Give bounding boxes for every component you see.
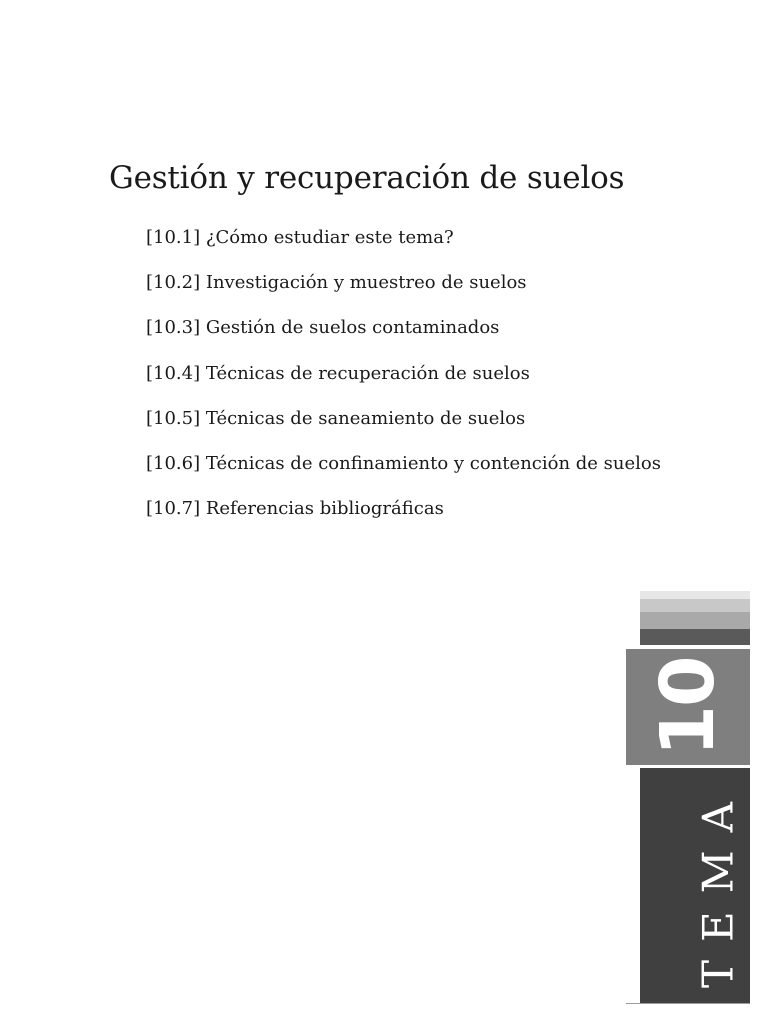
chapter-number-block bbox=[626, 649, 750, 765]
table-of-contents bbox=[146, 224, 661, 540]
chapter-number: 10 bbox=[645, 657, 731, 757]
page-title: Gestión y recuperación de suelos bbox=[109, 160, 625, 196]
chapter-label: TEMA bbox=[693, 783, 743, 989]
decorative-stripe-dark bbox=[640, 629, 750, 645]
chapter-label-block bbox=[640, 768, 750, 1004]
side-tab-baseline bbox=[626, 1003, 750, 1004]
toc-item-10-4: [10.4] Técnicas de recuperación de suelos bbox=[146, 362, 530, 384]
toc-item-10-1: [10.1] ¿Cómo estudiar este tema? bbox=[146, 227, 454, 248]
toc-item-10-2: [10.2] Investigación y muestreo de suelos bbox=[146, 272, 527, 294]
decorative-stripe-light bbox=[640, 599, 750, 612]
toc-item-10-3: [10.3] Gestión de suelos contaminados bbox=[146, 317, 500, 339]
toc-item-10-6: [10.6] Técnicas de confinamiento y contención de suelos bbox=[146, 452, 661, 474]
toc-item-10-7: [10.7] Referencias bibliográficas bbox=[146, 498, 444, 520]
decorative-stripe-lightest bbox=[640, 591, 750, 599]
toc-item-10-5: [10.5] Técnicas de saneamiento de suelos bbox=[146, 407, 526, 429]
decorative-stripe-medium bbox=[640, 612, 750, 629]
